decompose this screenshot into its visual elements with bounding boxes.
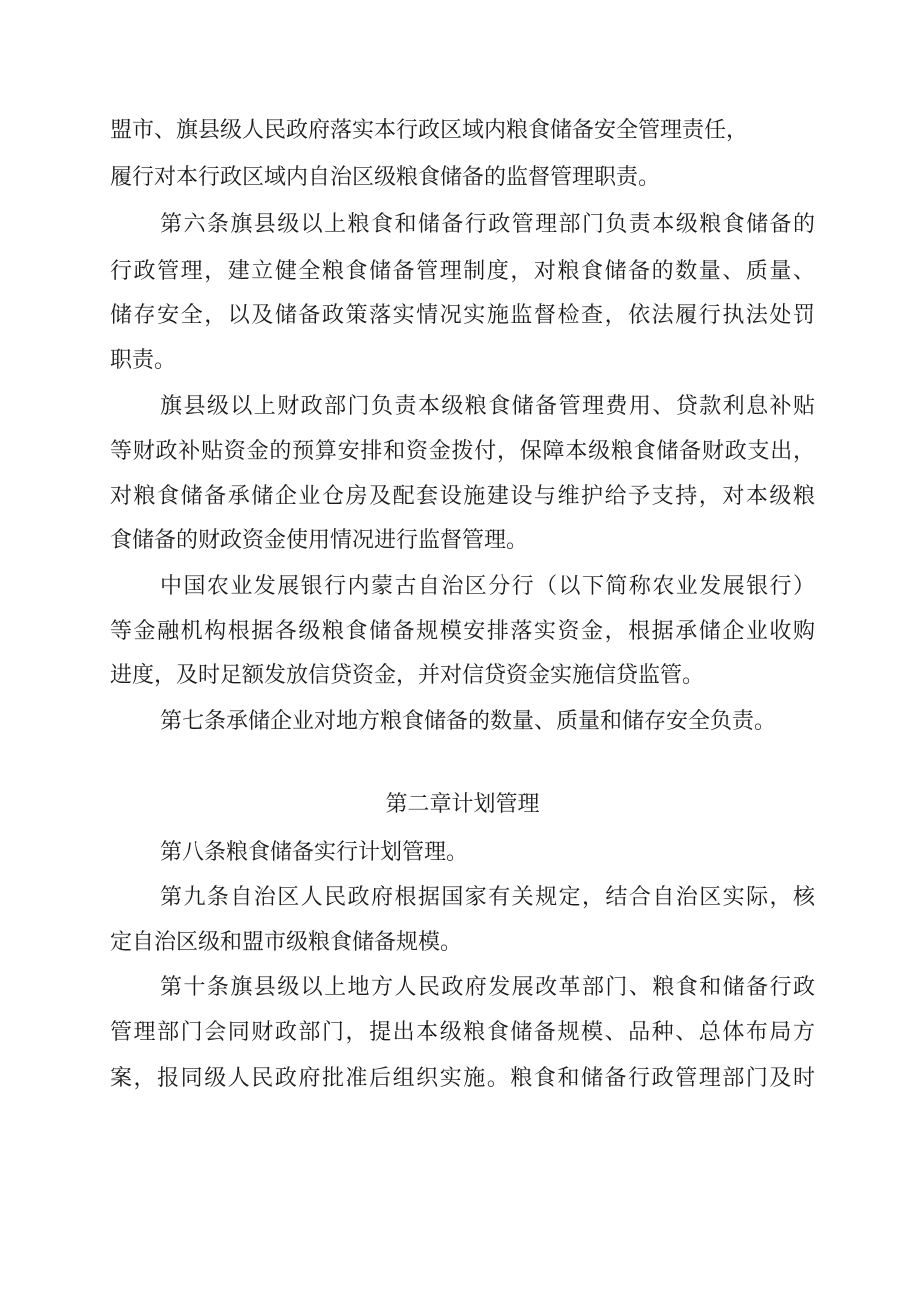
article-10-line: 管理部门会同财政部门，提出本级粮食储备规模、品种、总体布局方 [110,1020,815,1045]
article-6-line: 行政管理，建立健全粮食储备管理制度，对粮食储备的数量、质量、 [110,259,815,284]
finance-paragraph-line: 旗县级以上财政部门负责本级粮食储备管理费用、贷款利息补贴 [160,394,815,419]
finance-paragraph-line: 等财政补贴资金的预算安排和资金拨付，保障本级粮食储备财政支出， [110,439,815,464]
finance-paragraph-line: 对粮食储备承储企业仓房及配套设施建设与维护给予支持，对本级粮 [110,484,815,509]
article-6-line: 职责。 [110,348,177,373]
article-10-line: 案，报同级人民政府批准后组织实施。粮食和储备行政管理部门及时 [110,1066,815,1091]
paragraph-line: 履行对本行政区域内自治区级粮食储备的监督管理职责。 [110,165,661,190]
bank-paragraph-line: 等金融机构根据各级粮食储备规模安排落实资金，根据承储企业收购 [110,619,815,644]
article-9-line: 第九条自治区人民政府根据国家有关规定，结合自治区实际，核 [160,885,815,910]
finance-paragraph-line: 食储备的财政资金使用情况进行监督管理。 [110,528,529,553]
paragraph-line: 盟市、旗县级人民政府落实本行政区域内粮食储备安全管理责任， [110,118,749,143]
article-6-line: 第六条旗县级以上粮食和储备行政管理部门负责本级粮食储备的 [160,212,815,237]
article-10-line: 第十条旗县级以上地方人民政府发展改革部门、粮食和储备行政 [160,975,815,1000]
chapter-heading: 第二章计划管理 [385,792,540,817]
article-8-line: 第八条粮食储备实行计划管理。 [160,840,469,865]
article-9-line: 定自治区级和盟市级粮食储备规模。 [110,930,463,955]
bank-paragraph-line: 中国农业发展银行内蒙古自治区分行（以下简称农业发展银行） [160,574,815,599]
bank-paragraph-line: 进度，及时足额发放信贷资金，并对信贷资金实施信贷监管。 [110,663,705,688]
article-6-line: 储存安全，以及储备政策落实情况实施监督检查，依法履行执法处罚 [110,303,815,328]
article-7-line: 第七条承储企业对地方粮食储备的数量、质量和储存安全负责。 [160,709,777,734]
